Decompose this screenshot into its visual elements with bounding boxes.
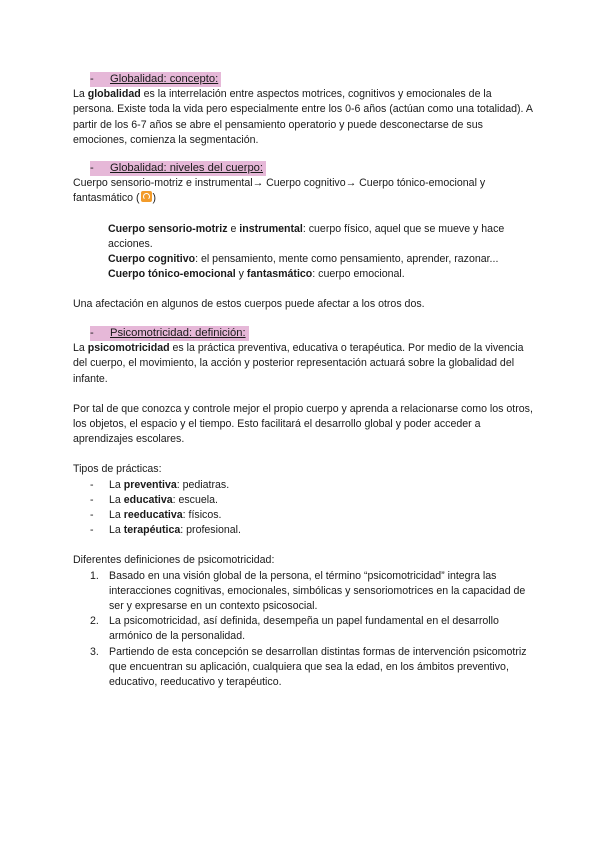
text-run: : el pensamiento, mente como pensamiento, aprender, razonar... bbox=[195, 253, 499, 266]
text-run: La bbox=[73, 88, 88, 101]
text-run: : cuerpo emocional. bbox=[312, 268, 405, 281]
heading-bullet: - bbox=[90, 162, 94, 174]
text-run: e bbox=[227, 222, 240, 235]
list-item bbox=[90, 508, 533, 523]
text-run: La psicomotricidad, así definida, desempeña un papel fundamental en el desarrollo armónico de la personalidad. bbox=[109, 615, 499, 643]
text-run: : profesional. bbox=[180, 524, 241, 537]
paragraph bbox=[73, 87, 533, 148]
note-paragraph: Una afectación en algunos de estos cuerpos puede afectar a los otros dos. bbox=[73, 298, 425, 311]
text-run: La bbox=[109, 524, 124, 537]
text-run: La bbox=[109, 509, 124, 522]
repeat-icon bbox=[141, 191, 152, 202]
section-heading bbox=[90, 161, 266, 176]
heading-title: Psicomotricidad: definición: bbox=[110, 327, 246, 339]
bold-term: preventiva bbox=[123, 478, 177, 491]
list-item bbox=[90, 478, 533, 493]
text-run: y bbox=[235, 268, 247, 281]
definition-line bbox=[108, 267, 533, 282]
definition-line bbox=[108, 222, 533, 252]
paragraph: Por tal de que conozca y controle mejor el propio cuerpo y aprenda a relacionarse como los otros, los objetos, el espacio y el tiempo. Esto facilitará el desarrollo global y poder acceder a aprendizajes escolares. bbox=[73, 402, 533, 446]
bold-term: educativa bbox=[123, 493, 173, 506]
list-item bbox=[90, 493, 533, 508]
paragraph bbox=[73, 341, 533, 387]
text-run: : cuerpo físico, aquel que se mueve y hace acciones. bbox=[108, 222, 505, 250]
list-number: 2. bbox=[90, 615, 99, 628]
heading-title: Globalidad: concepto: bbox=[110, 73, 219, 85]
heading-bullet: - bbox=[90, 73, 94, 85]
text-run: : pediatras. bbox=[176, 478, 230, 491]
section-globalidad-concepto bbox=[73, 72, 533, 148]
list-item bbox=[90, 645, 533, 691]
body-chain-paragraph bbox=[73, 176, 533, 206]
section-psicomotricidad-definicion bbox=[73, 326, 533, 690]
text-run: : escuela. bbox=[172, 493, 218, 506]
definitions-block bbox=[108, 222, 533, 283]
bold-term: globalidad bbox=[87, 88, 141, 101]
text-run: Partiendo de esta concepción se desarrollan distintas formas de intervención psicomotriz que encuentran su aplicación, cualquiera que sea la edad, en los ámbitos preventivo, educativo, reeducativo y terapéutico. bbox=[109, 645, 527, 689]
heading-title: Globalidad: niveles del cuerpo: bbox=[110, 162, 263, 174]
definitions-list bbox=[73, 569, 533, 691]
section-globalidad-niveles bbox=[73, 161, 533, 313]
types-list bbox=[73, 478, 533, 539]
bold-term: reeducativa bbox=[123, 509, 183, 522]
text-run: ) bbox=[152, 192, 157, 205]
definitions-title: Diferentes definiciones de psicomotricidad: bbox=[73, 554, 275, 567]
list-item bbox=[90, 614, 533, 644]
bold-term: Cuerpo cognitivo bbox=[108, 253, 196, 266]
bold-term: Cuerpo sensorio-motriz bbox=[108, 222, 228, 235]
text-run: : físicos. bbox=[182, 509, 222, 522]
types-title: Tipos de prácticas: bbox=[73, 463, 162, 476]
bold-term: fantasmático bbox=[246, 268, 313, 281]
heading-bullet: - bbox=[90, 327, 94, 339]
bold-term: psicomotricidad bbox=[87, 342, 170, 355]
text-run: La bbox=[109, 493, 124, 506]
bold-term: instrumental bbox=[239, 222, 303, 235]
definition-line bbox=[108, 252, 533, 267]
section-heading bbox=[90, 72, 221, 87]
bold-term: Cuerpo tónico-emocional bbox=[108, 268, 236, 281]
text-run: es la interrelación entre aspectos motrices, cognitivos y emocionales de la persona. Existe toda la vida pero especialmente entre los 0-6 años (actúan como una totalidad). A partir de los 6-7 años se abre el pensamiento operatorio y puede desconectarse de sus emociones, comienza la segmentación. bbox=[73, 88, 533, 146]
text-run: Cuerpo sensorio-motriz e instrumental→ Cuerpo cognitivo→ Cuerpo tónico-emocional y fantasmático ( bbox=[73, 177, 486, 205]
text-run: La bbox=[73, 342, 88, 355]
list-number: 3. bbox=[90, 645, 99, 658]
text-run: La bbox=[109, 478, 124, 491]
list-item bbox=[90, 523, 533, 538]
list-number: 1. bbox=[90, 569, 99, 582]
bold-term: terapéutica bbox=[123, 524, 181, 537]
section-heading bbox=[90, 326, 249, 341]
list-item bbox=[90, 569, 533, 615]
text-run: es la práctica preventiva, educativa o terapéutica. Por medio de la vivencia del cuerpo, el movimiento, la acción y posterior representación actuará sobre la globalidad del infante. bbox=[73, 342, 524, 385]
text-run: Basado en una visión global de la persona, el término “psicomotricidad” integra las interacciones cognitivas, emocionales, simbólicas y sensoriomotrices en la capacidad de ser y expresarse en un contexto psicosocial. bbox=[109, 569, 526, 613]
